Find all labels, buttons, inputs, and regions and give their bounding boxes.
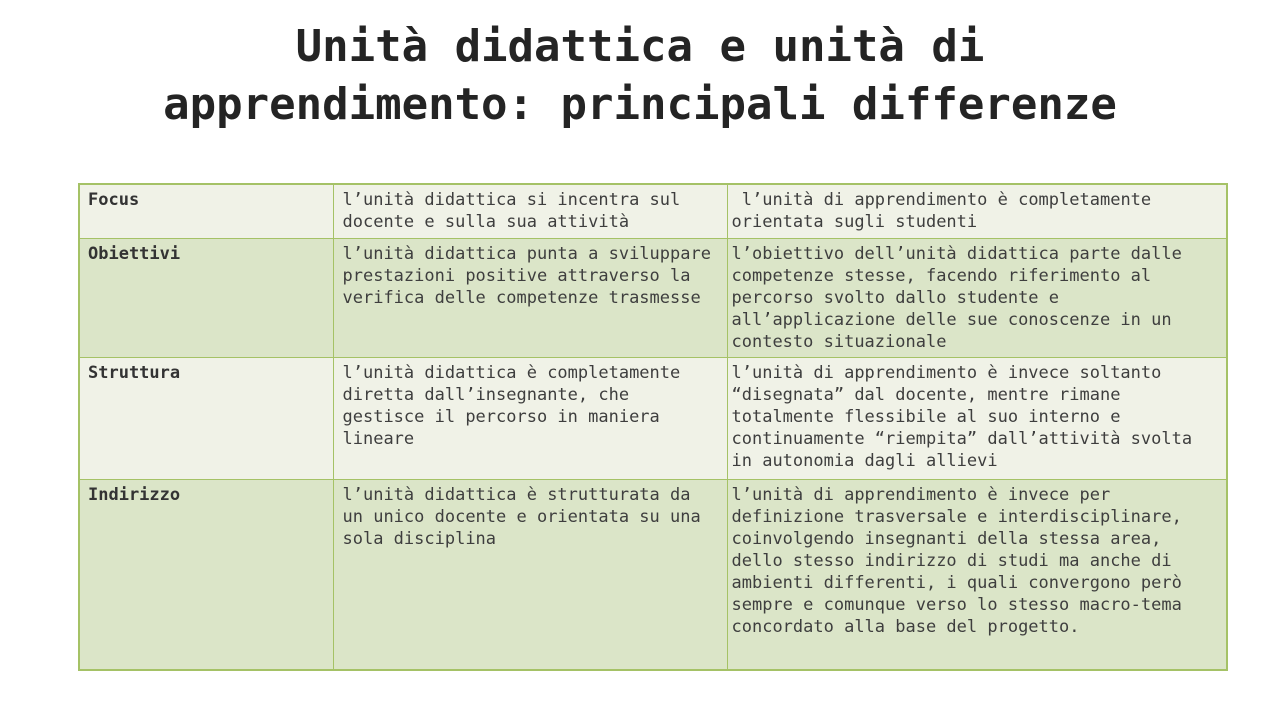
row-label: Indirizzo	[79, 479, 333, 670]
table-row-indirizzo	[79, 479, 1227, 670]
table-row-struttura	[79, 357, 1227, 479]
row-label: Struttura	[79, 357, 333, 479]
slide-title: Unità didattica e unità di apprendimento: principali differenze	[163, 21, 1117, 131]
unita-didattica-cell: l’unità didattica punta a sviluppare prestazioni positive attraverso la verifica delle competenze trasmesse	[333, 238, 727, 357]
unita-apprendimento-cell: l’unità di apprendimento è invece soltanto “disegnata” dal docente, mentre rimane totalmente flessibile al suo interno e continuamente “riempita” dall’attività svolta in autonomia dagli allievi	[727, 357, 1227, 479]
unita-didattica-cell: l’unità didattica si incentra sul docente e sulla sua attività	[333, 184, 727, 238]
table-row-obiettivi	[79, 238, 1227, 357]
row-label: Focus	[79, 184, 333, 238]
unita-apprendimento-cell: l’unità di apprendimento è invece per definizione trasversale e interdisciplinare, coinvolgendo insegnanti della stessa area, dello stesso indirizzo di studi ma anche di ambienti differenti, i quali convergono però sempre e comunque verso lo stesso macro-tema concordato alla base del progetto.	[727, 479, 1227, 670]
row-label: Obiettivi	[79, 238, 333, 357]
unita-didattica-cell: l’unità didattica è strutturata da un unico docente e orientata su una sola disciplina	[333, 479, 727, 670]
unita-didattica-cell: l’unità didattica è completamente diretta dall’insegnante, che gestisce il percorso in maniera lineare	[333, 357, 727, 479]
comparison-table	[78, 183, 1228, 671]
unita-apprendimento-cell: l’unità di apprendimento è completamente orientata sugli studenti	[727, 184, 1227, 238]
unita-apprendimento-cell: l’obiettivo dell’unità didattica parte dalle competenze stesse, facendo riferimento al percorso svolto dallo studente e all’applicazione delle sue conoscenze in un contesto situazionale	[727, 238, 1227, 357]
table-row-focus	[79, 184, 1227, 238]
